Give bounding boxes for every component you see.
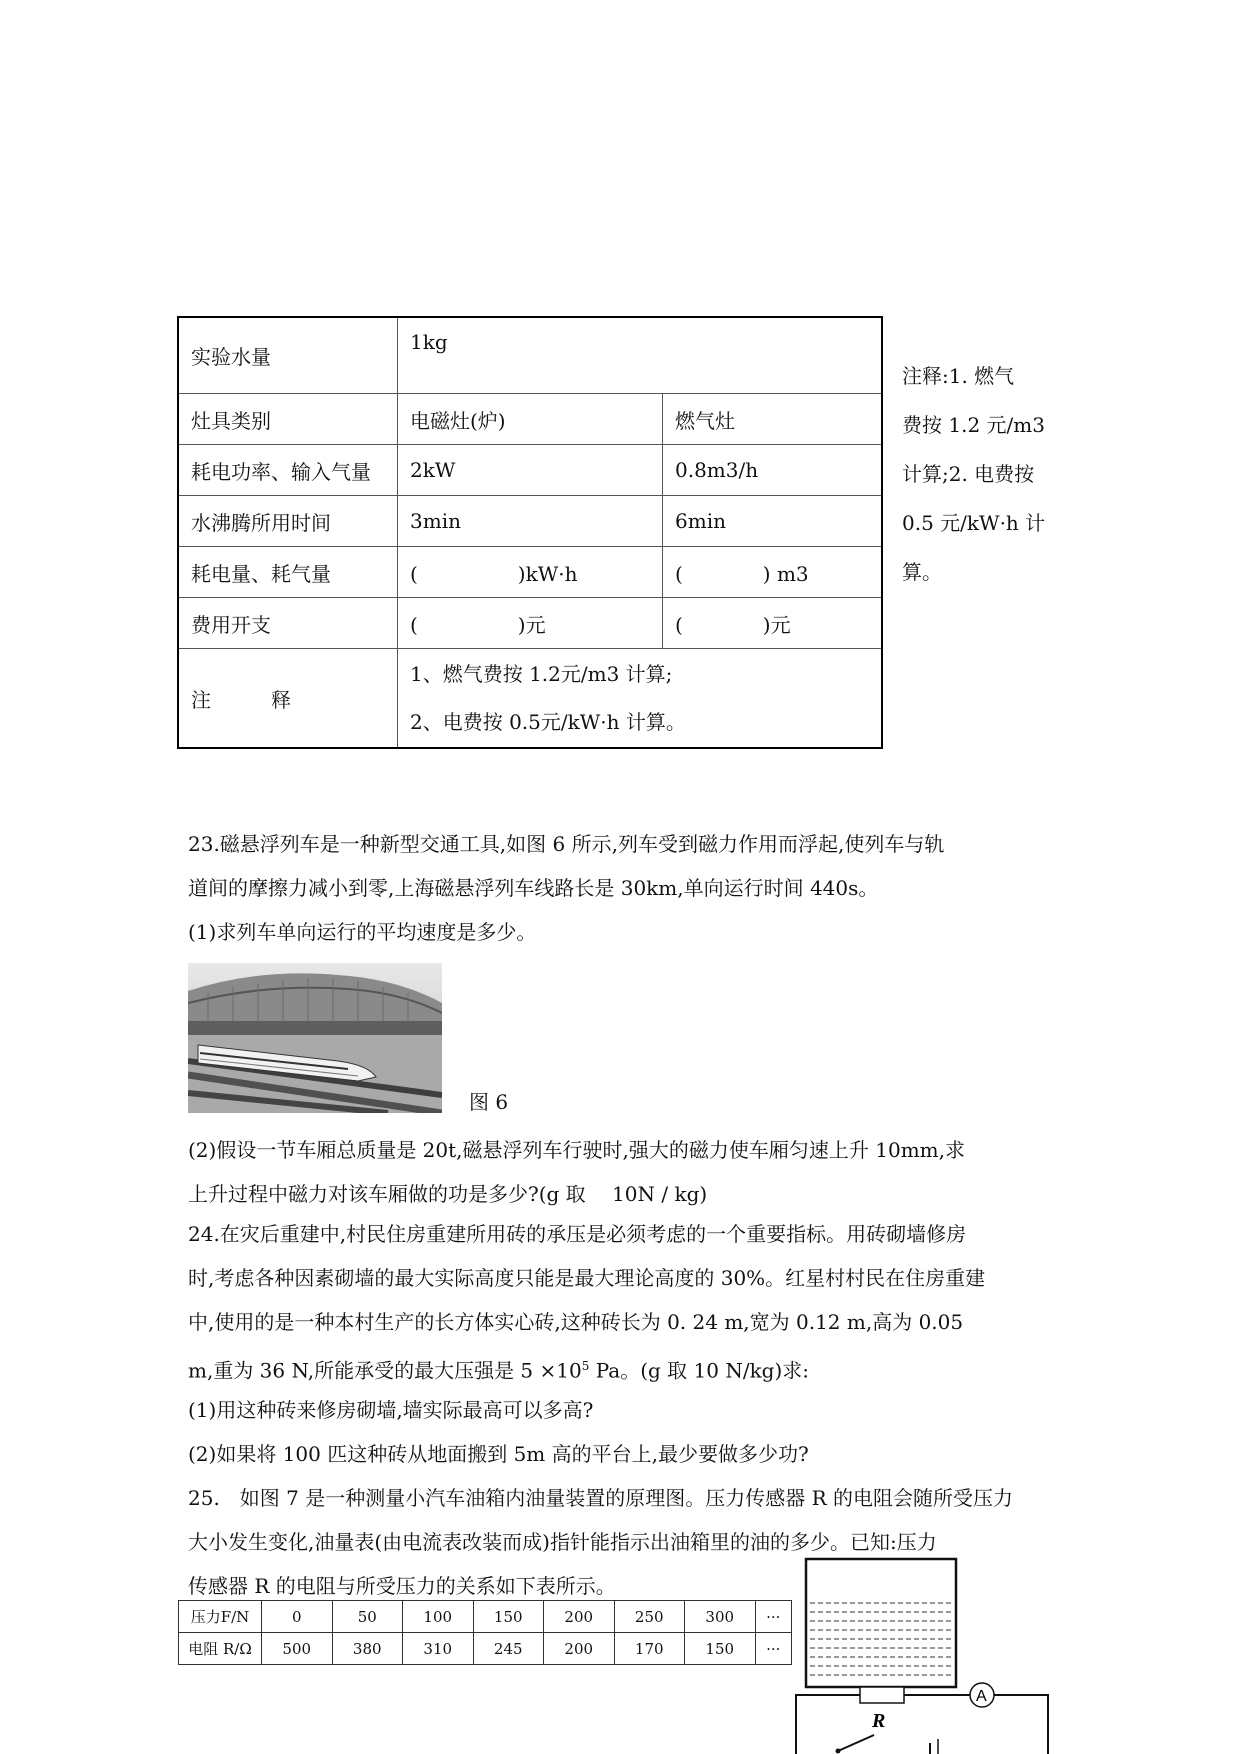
row-label: 压力F/N	[179, 1601, 262, 1633]
text-fragment: Pa。(g 取 10 N/kg)求:	[589, 1358, 810, 1383]
cell: ···	[755, 1601, 792, 1633]
cell: 380	[332, 1633, 403, 1665]
cell: 100	[403, 1601, 474, 1633]
cell: ( )kW·h	[398, 547, 663, 598]
oil-level-lines	[810, 1603, 952, 1675]
cell: ( )元	[398, 598, 663, 649]
cell: 150	[685, 1633, 756, 1665]
cell: 500	[262, 1633, 333, 1665]
cell: 0.8m3/h	[663, 445, 883, 496]
side-note-line: 注释:1. 燃气	[902, 364, 1015, 388]
question-24	[188, 1212, 1060, 1476]
text-line: 中,使用的是一种本村生产的长方体实心砖,这种砖长为 0. 24 m,宽为 0.12 m,高为 0.05	[188, 1310, 964, 1334]
cell: 200	[544, 1633, 615, 1665]
cell: 1kg	[398, 317, 883, 394]
side-note-line: 计算;2. 电费按	[902, 462, 1035, 486]
table-row	[178, 317, 882, 394]
exponent: 5	[581, 1359, 590, 1373]
row-label: 注 释	[178, 649, 398, 749]
maglev-train-photo	[188, 963, 442, 1113]
cell: 燃气灶	[663, 394, 883, 445]
resistor-label: R	[872, 1710, 886, 1732]
text-line: 时,考虑各种因素砌墙的最大实际高度只能是最大理论高度的 30%。红星村村民在住房重建	[188, 1266, 986, 1290]
table-row	[178, 547, 882, 598]
cell: 电磁灶(炉)	[398, 394, 663, 445]
maglev-train-image	[188, 963, 442, 1113]
text-line: (2)假设一节车厢总质量是 20t,磁悬浮列车行驶时,强大的磁力使车厢匀速上升 10mm,求	[188, 1138, 965, 1162]
cell: 250	[614, 1601, 685, 1633]
text-line	[188, 1344, 1060, 1388]
text-line: 道间的摩擦力减小到零,上海磁悬浮列车线路长是 30km,单向运行时间 440s。	[188, 876, 879, 900]
cell: 6min	[663, 496, 883, 547]
table-row	[178, 598, 882, 649]
text-line: 25. 如图 7 是一种测量小汽车油箱内油量装置的原理图。压力传感器 R 的电阻会随所受压力	[188, 1486, 1014, 1510]
cell: 2kW	[398, 445, 663, 496]
wire-right	[994, 1695, 1048, 1754]
cell: ( )元	[663, 598, 883, 649]
text-line: 大小发生变化,油量表(由电流表改装而成)指针能指示出油箱里的油的多少。已知:压力	[188, 1530, 937, 1554]
row-label: 实验水量	[178, 317, 398, 394]
note-line: 1、燃气费按 1.2元/m3 计算;	[410, 662, 673, 686]
cell: 200	[544, 1601, 615, 1633]
table-row	[178, 496, 882, 547]
side-note-line: 算。	[902, 560, 942, 584]
side-note	[902, 352, 1060, 597]
cell: 50	[332, 1601, 403, 1633]
cell: 150	[473, 1601, 544, 1633]
text-line: 上升过程中磁力对该车厢做的功是多少?(g 取 10N / kg)	[188, 1182, 708, 1206]
table-row	[179, 1601, 792, 1633]
cell: 300	[685, 1601, 756, 1633]
note-line: 2、电费按 0.5元/kW·h 计算。	[410, 710, 686, 734]
text-fragment: m,重为 36 N,所能承受的最大压强是 5 ×10	[188, 1358, 582, 1383]
text-line: 24.在灾后重建中,村民住房重建所用砖的承压是必须考虑的一个重要指标。用砖砌墙修房	[188, 1222, 967, 1246]
cell: ···	[755, 1633, 792, 1665]
cell: 0	[262, 1601, 333, 1633]
cooker-comparison-table	[177, 316, 883, 749]
text-line: (1)求列车单向运行的平均速度是多少。	[188, 920, 537, 944]
oil-tank	[806, 1559, 956, 1687]
table-row	[179, 1633, 792, 1665]
ammeter-label: A	[976, 1688, 987, 1705]
text-line: 传感器 R 的电阻与所受压力的关系如下表所示。	[188, 1574, 616, 1598]
row-label: 费用开支	[178, 598, 398, 649]
figure-6-caption: 图 6	[469, 1090, 509, 1114]
cell: ( ) m3	[663, 547, 883, 598]
text-line: (2)如果将 100 匹这种砖从地面搬到 5m 高的平台上,最少要做多少功?	[188, 1442, 809, 1466]
row-label: 电阻 R/Ω	[179, 1633, 262, 1665]
row-label: 耗电功率、输入气量	[178, 445, 398, 496]
pressure-sensor-resistor	[860, 1687, 904, 1703]
row-label: 水沸腾所用时间	[178, 496, 398, 547]
row-label: 灶具类别	[178, 394, 398, 445]
oil-gauge-circuit-diagram	[790, 1555, 1060, 1754]
side-note-line: 0.5 元/kW·h 计	[902, 511, 1046, 535]
note-cell	[398, 649, 883, 749]
cell: 310	[403, 1633, 474, 1665]
question-23-part-2	[188, 1128, 1060, 1216]
question-23	[188, 822, 1060, 954]
text-line: (1)用这种砖来修房砌墙,墙实际最高可以多高?	[188, 1398, 594, 1422]
side-note-line: 费按 1.2 元/m3	[902, 413, 1045, 437]
table-row	[178, 394, 882, 445]
text-line: 23.磁悬浮列车是一种新型交通工具,如图 6 所示,列车受到磁力作用而浮起,使列车与轨	[188, 832, 945, 856]
cell: 170	[614, 1633, 685, 1665]
cell: 245	[473, 1633, 544, 1665]
cell: 3min	[398, 496, 663, 547]
pressure-resistance-table	[178, 1600, 792, 1665]
table-row	[178, 445, 882, 496]
switch-blade	[838, 1735, 874, 1751]
table-row	[178, 649, 882, 749]
row-label: 耗电量、耗气量	[178, 547, 398, 598]
